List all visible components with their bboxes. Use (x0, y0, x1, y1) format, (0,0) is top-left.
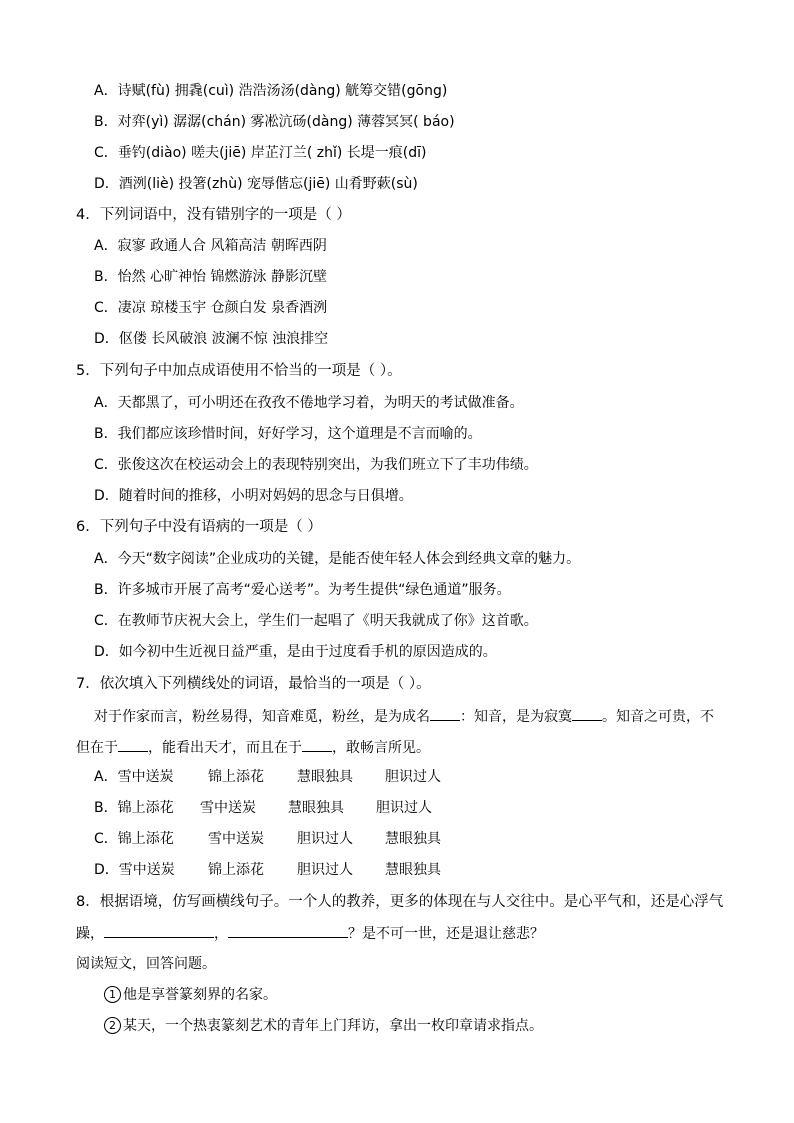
q4-option-b: B．怡然 心旷神怡 锦燃游泳 静影沉壁 (94, 269, 327, 285)
blank-4 (302, 737, 332, 752)
q3-option-d: D．酒洌(liè) 投箸(zhù) 宠辱偕忘(jiē) 山肴野蔌(sù) (94, 176, 418, 192)
q4-option-d: D．伛偻 长风破浪 波澜不惊 浊浪排空 (94, 331, 329, 347)
answer-blank-2[interactable] (228, 923, 348, 938)
q4-option-c: C．凄凉 琼楼玉宇 仓颜白发 泉香酒洌 (94, 300, 328, 316)
reading-item-1: 1 他是享誉篆刻界的名家。 (104, 985, 277, 1005)
reading-intro: 阅读短文，回答问题。 (76, 956, 216, 972)
q6-option-d: D．如今初中生近视日益严重，是由于过度看手机的原因造成的。 (94, 644, 497, 660)
q7-passage-line2: 但在于 ，能看出天才，而且在于 ，敢畅言所见。 (76, 737, 430, 758)
answer-blank-1[interactable] (104, 923, 214, 938)
q8-stem: 8．根据语境，仿写画横线句子。一个人的教养，更多的体现在与人交往中。是心平气和，还是心浮气 (76, 894, 724, 910)
q3-option-a: A．诗赋(fù) 拥毳(cuì) 浩浩汤汤(dàng) 觥筹交错(gōng) (94, 83, 448, 99)
q4-stem: 4．下列词语中，没有错别字的一项是（ ） (76, 207, 351, 223)
q7-passage-line1: 对于作家而言，粉丝易得，知音难觅，粉丝，是为成名 ：知音，是为寂寞 。知音之可贵，不 (94, 706, 714, 727)
q5-option-a: A．天都黑了，可小明还在孜孜不倦地学习着，为明天的考试做准备。 (94, 395, 524, 411)
q4-option-a: A．寂寥 政通人合 风箱高洁 朝晖西阴 (94, 238, 327, 254)
q6-option-a: A．今天“数字阅读”企业成功的关键，是能否使年轻人体会到经典文章的魅力。 (94, 551, 581, 567)
q8-stem-continued: 躁， ， ？是不可一世，还是退让慈悲？ (76, 923, 544, 944)
blank-2 (572, 706, 602, 721)
q7-stem: 7．依次填入下列横线处的词语，最恰当的一项是（ ）。 (76, 676, 431, 692)
circled-number: 1 (104, 986, 121, 1003)
q6-option-c: C．在教师节庆祝大会上，学生们一起唱了《明天我就成了你》这首歌。 (94, 613, 538, 629)
q5-option-b: B．我们都应该珍惜时间，好好学习，这个道理是不言而喻的。 (94, 426, 482, 442)
q5-option-d: D．随着时间的推移，小明对妈妈的思念与日俱增。 (94, 488, 413, 504)
blank-1 (430, 706, 460, 721)
q6-stem: 6．下列句子中没有语病的一项是（ ） (76, 519, 322, 535)
q6-option-b: B．许多城市开展了高考“爱心送考”。为考生提供“绿色通道”服务。 (94, 582, 511, 598)
blank-3 (118, 737, 148, 752)
reading-item-2: 2 某天，一个热衷篆刻艺术的青年上门拜访，拿出一枚印章请求指点。 (104, 1016, 543, 1036)
q5-option-c: C．张俊这次在校运动会上的表现特别突出，为我们班立下了丰功伟绩。 (94, 457, 538, 473)
document-page: A．诗赋(fù) 拥毳(cuì) 浩浩汤汤(dàng) 觥筹交错(gōng) B．对弈(yì) 潺潺(chán) 雾凇沆砀(dàng) 薄蓉冥冥( báo) C．垂钓(diào) 嗟夫(jiē) 岸芷汀兰( zhǐ) 长堤一痕(dī) D．酒洌(liè) 投箸(zhù) 宠辱偕忘(jiē) 山肴野蔌(sù) 4．下列词语中，没有错别字的一项是（ ） A．寂寥 政通人合 风箱高洁 朝晖西阴 B．怡然 心旷神怡 锦燃游泳 静影沉壁 C．凄凉 琼楼玉宇 仓颜白发 泉香酒洌 D．伛偻 长风破浪 波澜不惊 浊浪排空 5．下列句子中加点成语使用不恰当的一项是（ ）。 A．天都黑了，可小明还在孜孜不倦地学习着，为明天的考试做准备。 B．我们都应该珍惜时间，好好学习，这个道理是不言而喻的。 C．张俊这次在校运动会上的表现特别突出，为我们班立下了丰功伟绩。 D．随着时间的推移，小明对妈妈的思念与日俱增。 6．下列句子中没有语病的一项是（ ） A．今天“数字阅读”企业成功的关键，是能否使年轻人体会到经典文章的魅力。 B．许多城市开展了高考“爱心送考”。为考生提供“绿色通道”服务。 C．在教师节庆祝大会上，学生们一起唱了《明天我就成了你》这首歌。 D．如今初中生近视日益严重，是由于过度看手机的原因造成的。 7．依次填入下列横线处的词语，最恰当的一项是（ ）。 对于作家而言，粉丝易得，知音难觅，粉丝，是为成名 ：知音，是为寂寞 。知音之可贵，不 但在于 ，能看出天才，而且在于 ，敢畅言所见。 A．雪中送炭 锦上添花 慧眼独具 胆识过人 B．锦上添花 雪中送炭 慧眼独具 胆识过人 C．锦上添花 雪中送炭 胆识过人 慧眼独具 D．雪中送炭 锦上添花 胆识过人 慧眼独具 8．根据语境，仿写画横线句子。一个人的教养，更多的体现在与人交往中。是心平气和，还是心浮气 躁， ， ？是不可一世，还是退让慈悲？ 阅读短文，回答问题。 1 他是享誉篆刻界的名家。 2 某天，一个热衷篆刻艺术的青年上门拜访，拿出一枚印章请求指点。 (76, 83, 724, 1034)
q3-option-c: C．垂钓(diào) 嗟夫(jiē) 岸芷汀兰( zhǐ) 长堤一痕(dī) (94, 145, 427, 161)
q5-stem: 5．下列句子中加点成语使用不恰当的一项是（ ）。 (76, 363, 402, 379)
q3-option-b: B．对弈(yì) 潺潺(chán) 雾凇沆砀(dàng) 薄蓉冥冥( báo) (94, 114, 455, 130)
circled-number: 2 (104, 1017, 121, 1034)
